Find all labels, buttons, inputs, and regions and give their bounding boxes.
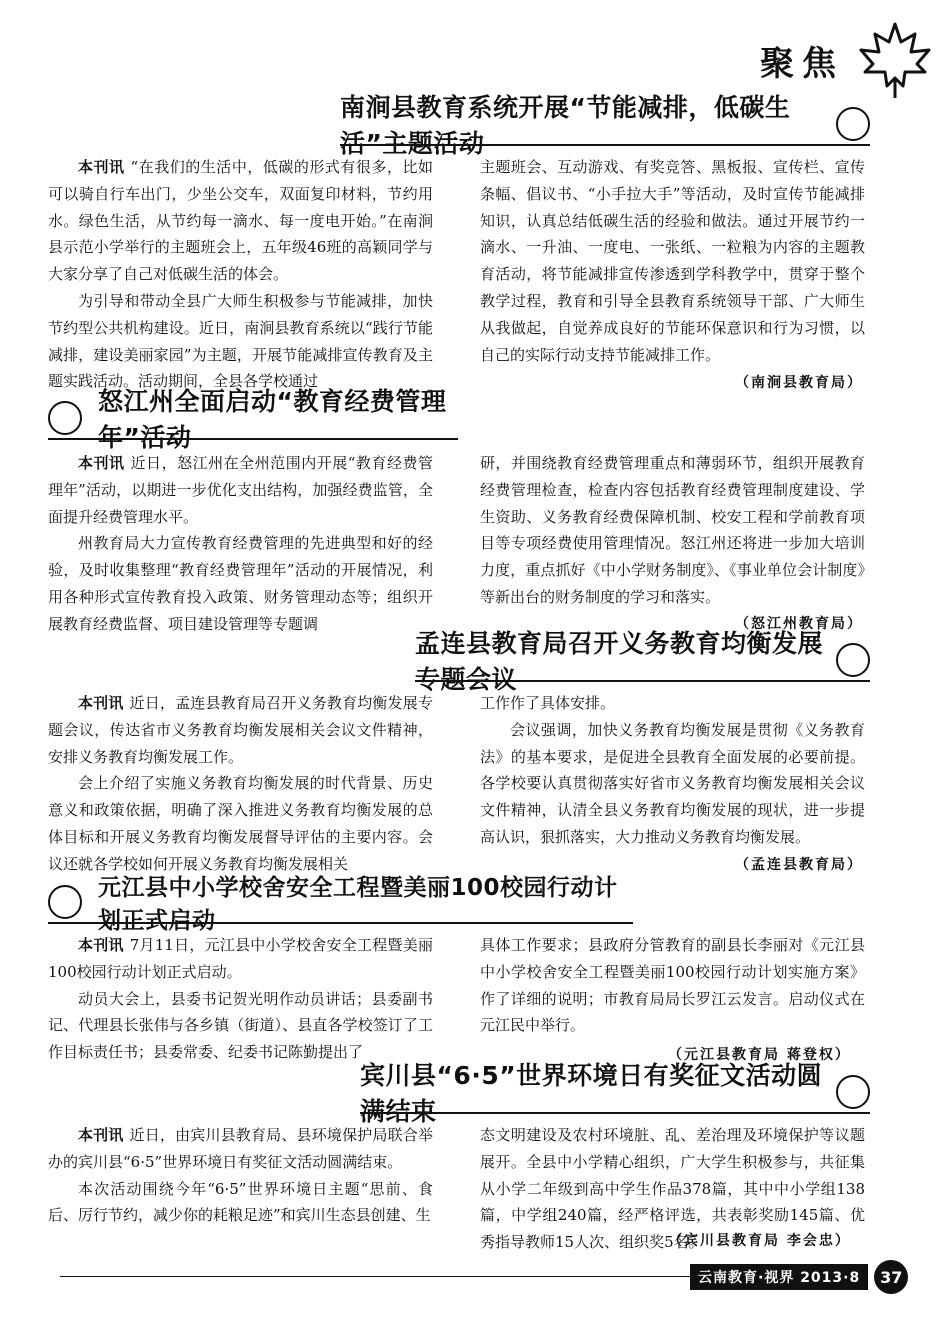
article-5-left-column bbox=[48, 1122, 433, 1229]
maple-leaf-icon bbox=[855, 20, 935, 100]
circle-ornament-icon bbox=[836, 1075, 870, 1109]
page-number: 37 bbox=[874, 1260, 908, 1294]
circle-ornament-icon bbox=[836, 643, 870, 677]
magazine-brand: 云南教育·视界 2013·8 bbox=[690, 1264, 868, 1290]
article-5-paragraph: 本次活动围绕今年“6·5”世界环境日主题“思前、食后、厉行节约，减少你的耗粮足迹”和宾川生态县创建、生 bbox=[48, 1179, 433, 1225]
article-1-paragraph: 为引导和带动全县广大师生积极参与节能减排，加快节约型公共机构建设。近日，南涧县教育系统以“践行节能减排，建设美丽家园”为主题，开展节能减排宣传教育及主题实践活动。活动期间，全县各学校通过 bbox=[48, 291, 433, 391]
paragraph-text: “在我们的生活中，低碳的形式有很多，比如可以骑自行车出门，少坐公交车，双面复印材料，节约用水。绿色生活，从节约每一滴水、每一度电开始。”在南涧县示范小学举行的主题班会上，五年级46班的高颖同学与大家分享了自己对低碳生活的体会。 bbox=[48, 158, 433, 284]
article-4-headline bbox=[48, 875, 633, 934]
article-5-headline bbox=[360, 1061, 870, 1126]
circle-ornament-icon bbox=[836, 107, 870, 141]
circle-ornament-icon bbox=[48, 885, 82, 919]
paragraph-text: 近日，由宾川县教育局、县环境保护局联合举办的宾川县“6·5”世界环境日有奖征文活动圆满结束。 bbox=[48, 1126, 433, 1171]
article-1-source: （南涧县教育局） bbox=[735, 375, 863, 391]
lead-label: 本刊讯 bbox=[78, 1126, 124, 1144]
article-2-left-column bbox=[48, 450, 433, 638]
article-4-paragraph: 具体工作要求；县政府分管教育的副县长李丽对《元江县中小学校舍安全工程暨美丽100校园行动计划实施方案》作了详细的说明；市教育局局长罗江云发言。启动仪式在元江民中举行。 bbox=[480, 936, 865, 1035]
article-3-right-column bbox=[480, 690, 865, 851]
article-5-paragraph bbox=[48, 1122, 433, 1176]
article-4-title: 元江县中小学校舍安全工程暨美丽100校园行动计划正式启动 bbox=[98, 875, 618, 934]
article-1-left-column bbox=[48, 154, 433, 395]
article-3-paragraph: 会议强调，加快义务教育均衡发展是贯彻《义务教育法》的基本要求，是促进全县教育全面发展的必要前提。各学校要认真贯彻落实好省市义务教育均衡发展相关会议文件精神，认清全县义务教育均衡发展的现状，进一步提高认识，狠抓落实，大力推动义务教育均衡发展。 bbox=[480, 720, 865, 846]
lead-label: 本刊讯 bbox=[78, 454, 125, 472]
section-tag-text: 聚焦 bbox=[760, 43, 844, 84]
article-1-right-column bbox=[480, 154, 865, 368]
article-2-title: 怒江州全面启动“教育经费管理年”活动 bbox=[98, 387, 447, 452]
article-2-right-column bbox=[480, 450, 865, 611]
article-4-right-column bbox=[480, 932, 865, 1039]
article-4-paragraph bbox=[48, 932, 433, 986]
article-3-paragraph: 工作作了具体安排。 bbox=[480, 694, 616, 712]
section-tag bbox=[760, 38, 844, 82]
article-3-title: 孟连县教育局召开义务教育均衡发展专题会议 bbox=[415, 629, 824, 694]
article-3-left-column bbox=[48, 690, 433, 878]
article-3-paragraph bbox=[48, 690, 433, 770]
lead-label: 本刊讯 bbox=[78, 936, 124, 954]
paragraph-text: 7月11日，元江县中小学校舍安全工程暨美丽100校园行动计划正式启动。 bbox=[48, 936, 433, 981]
article-3-headline bbox=[415, 629, 870, 694]
article-3-source: （孟连县教育局） bbox=[735, 857, 863, 873]
page-footer bbox=[690, 1260, 908, 1294]
article-5-title: 宾川县“6·5”世界环境日有奖征文活动圆满结束 bbox=[360, 1061, 823, 1126]
article-1-paragraph: 主题班会、互动游戏、有奖竞答、黑板报、宣传栏、宣传条幅、倡议书、“小手拉大手”等活动，及时宣传节能减排知识，认真总结低碳生活的经验和做法。通过开展节约一滴水、一升油、一度电、一张纸、一粒粮为内容的主题教育活动，将节能减排宣传渗透到学科教学中，贯穿于整个教学过程，教育和引导全县教育系统领导干部、广大师生从我做起，自觉养成良好的节能环保意识和行为习惯，以自己的实际行动支持节能减排工作。 bbox=[480, 158, 865, 364]
paragraph-text: 近日，怒江州在全州范围内开展“教育经费管理年”活动，以期进一步优化支出结构，加强经费监管，全面提升经费管理水平。 bbox=[48, 454, 433, 526]
lead-label: 本刊讯 bbox=[78, 694, 124, 712]
lead-label: 本刊讯 bbox=[78, 158, 125, 176]
article-2-paragraph: 研，并围绕教育经费管理重点和薄弱环节，组织开展教育经费管理检查，检查内容包括教育经费管理制度建设、学生资助、义务教育经费保障机制、校安工程和学前教育项目等专项经费使用管理情况。怒江州还将进一步加大培训力度，重点抓好《中小学财务制度》、《事业单位会计制度》等新出台的财务制度的学习和落实。 bbox=[480, 454, 865, 606]
paragraph-text: 近日，孟连县教育局召开义务教育均衡发展专题会议，传达省市义务教育均衡发展相关会议文件精神，安排义务教育均衡发展工作。 bbox=[48, 694, 433, 766]
article-1-paragraph bbox=[48, 154, 433, 288]
article-4-source: （元江县教育局 蒋登权） bbox=[668, 1047, 851, 1063]
article-1-title: 南涧县教育系统开展“节能减排，低碳生活”主题活动 bbox=[340, 93, 791, 158]
article-2-source: （怒江州教育局） bbox=[735, 616, 863, 632]
article-4-left-column bbox=[48, 932, 433, 1066]
circle-ornament-icon bbox=[48, 401, 82, 435]
article-4-paragraph: 动员大会上，县委书记贺光明作动员讲话；县委副书记、代理县长张伟与各乡镇（街道）、县直各学校签订了工作目标责任书；县委常委、纪委书记陈勤提出了 bbox=[48, 989, 433, 1062]
article-5-source: （宾川县教育局 李会忠） bbox=[668, 1233, 851, 1249]
footer-rule bbox=[60, 1276, 690, 1277]
article-3-paragraph: 会上介绍了实施义务教育均衡发展的时代背景、历史意义和政策依据，明确了深入推进义务教育均衡发展的总体目标和开展义务教育均衡发展督导评估的主要内容。会议还就各学校如何开展义务教育均衡发展相关 bbox=[48, 774, 433, 873]
article-1-headline bbox=[340, 93, 870, 158]
article-2-headline bbox=[48, 387, 458, 452]
article-2-paragraph bbox=[48, 450, 433, 530]
article-5-paragraph: 态文明建设及农村环境脏、乱、差治理及环境保护等议题展开。全县中小学精心组织，广大学生积极参与，共征集从小学二年级到高中学生作品378篇，其中中小学组138篇，中学组240篇，经严格评选，共表彰奖励145篇、优秀指导教师15人次、组织奖5名。 bbox=[480, 1126, 865, 1252]
article-2-paragraph: 州教育局大力宣传教育经费管理的先进典型和好的经验，及时收集整理“教育经费管理年”活动的开展情况，利用各种形式宣传教育投入政策、财务管理动态等；组织开展教育经费监督、项目建设管理等专题调 bbox=[48, 534, 433, 633]
